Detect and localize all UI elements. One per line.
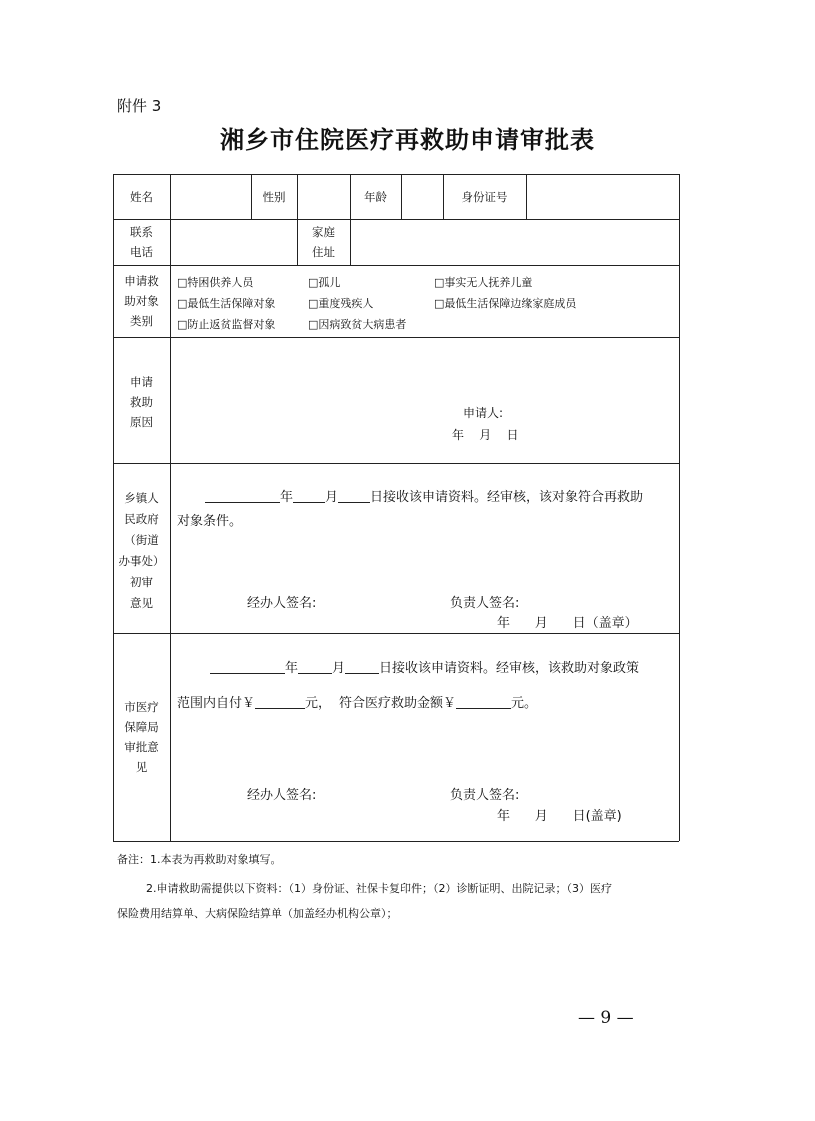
note-2: 2.申请救助需提供以下资料：（1）身份证、社保卡复印件；（2）诊断证明、出院记录；（3）医疗 (146, 882, 612, 895)
category-option-edge-family[interactable]: □最低生活保障边缘家庭成员 (434, 297, 577, 310)
bureau-label-line4: 见 (135, 760, 148, 774)
township-month-text: 月 (325, 490, 339, 505)
note-3: 保险费用结算单、大病保险结算单（加盖经办机构公章）； (117, 907, 398, 920)
category-option-unsupported-child[interactable]: □事实无人抚养儿童 (434, 276, 533, 289)
bureau-year-text: 年 (285, 661, 299, 676)
phone-label-line2: 电话 (130, 245, 153, 259)
phone-label-line1: 联系 (130, 225, 153, 239)
township-opinion-label (113, 488, 170, 614)
township-label-line6: 意见 (130, 596, 153, 610)
category-option-severe-disability[interactable]: □重度残疾人 (308, 297, 374, 310)
township-leader-signature: 负责人签名: (450, 596, 520, 611)
category-option-anti-poverty-monitor[interactable]: □防止返贫监督对象 (177, 318, 276, 331)
address-label-line2: 住址 (312, 245, 335, 259)
township-condition-text: 对象条件。 (177, 514, 243, 529)
phone-field[interactable] (171, 220, 296, 264)
township-date-seal: 年 月 日（盖章） (497, 616, 638, 631)
category-label-line2: 助对象 (124, 294, 159, 308)
address-label-line1: 家庭 (312, 225, 335, 239)
township-label-line4: 办事处） (118, 554, 165, 568)
eligible-amount-blank[interactable] (456, 694, 511, 709)
bureau-opinion-label (113, 697, 170, 777)
self-pay-prefix: 范围内自付￥ (177, 696, 256, 711)
category-option-minimum-living[interactable]: □最低生活保障对象 (177, 297, 276, 310)
bureau-year-blank[interactable] (210, 659, 285, 674)
reason-label-line2: 救助 (130, 395, 153, 409)
reason-field[interactable] (171, 338, 678, 398)
self-pay-unit: 元， (305, 696, 332, 711)
township-year-text: 年 (280, 490, 294, 505)
bureau-day-blank[interactable] (345, 659, 379, 674)
name-label: 姓名 (130, 190, 153, 204)
bureau-date-seal: 年 月 日(盖章) (497, 809, 622, 824)
id-number-label: 身份证号 (461, 190, 508, 204)
bureau-receipt-line (210, 657, 639, 676)
category-option-destitute[interactable]: □特困供养人员 (177, 276, 254, 289)
bureau-amount-line (177, 692, 537, 711)
township-year-blank[interactable] (205, 488, 280, 503)
bureau-label-line1: 市医疗 (124, 700, 159, 714)
id-number-field[interactable] (527, 175, 678, 218)
township-receipt-line (205, 486, 643, 505)
township-month-blank[interactable] (293, 488, 325, 503)
township-label-line3: （街道 (124, 533, 159, 547)
reason-label-line3: 原因 (130, 415, 153, 429)
category-option-illness-poverty[interactable]: □因病致贫大病患者 (308, 318, 407, 331)
applicant-signature-label: 申请人: (463, 406, 504, 420)
township-handler-signature: 经办人签名: (247, 596, 317, 611)
category-label-line3: 类别 (130, 314, 153, 328)
name-field[interactable] (171, 175, 250, 218)
self-pay-amount-blank[interactable] (255, 694, 305, 709)
attachment-label: 附件 3 (117, 97, 162, 115)
page-number: — 9 — (578, 1008, 634, 1028)
category-option-orphan[interactable]: □孤儿 (308, 276, 341, 289)
gender-field[interactable] (298, 175, 349, 218)
township-label-line2: 民政府 (124, 512, 159, 526)
bureau-leader-signature: 负责人签名: (450, 788, 520, 803)
eligible-amount-unit: 元。 (511, 696, 538, 711)
township-day-blank[interactable] (338, 488, 370, 503)
bureau-label-line3: 审批意 (124, 740, 159, 754)
gender-label: 性别 (262, 190, 286, 204)
phone-label (113, 222, 170, 262)
category-label-line1: 申请救 (124, 274, 159, 288)
category-label (113, 271, 170, 331)
note-1: 备注：1.本表为再救助对象填写。 (117, 853, 282, 866)
reason-date: 年 月 日 (452, 428, 519, 442)
form-title: 湘乡市住院医疗再救助申请审批表 (220, 125, 595, 154)
address-label (297, 222, 350, 262)
address-field[interactable] (351, 220, 678, 264)
reason-label-line1: 申请 (130, 375, 153, 389)
township-receipt-text: 日接收该申请资料。经审核，该对象符合再救助 (370, 490, 644, 505)
bureau-month-text: 月 (332, 661, 346, 676)
township-label-line5: 初审 (130, 575, 153, 589)
eligible-amount-prefix: 符合医疗救助金额￥ (339, 696, 457, 711)
reason-label (113, 372, 170, 432)
bureau-label-line2: 保障局 (124, 720, 159, 734)
township-label-line1: 乡镇人 (124, 491, 159, 505)
age-label: 年龄 (364, 190, 387, 204)
age-field[interactable] (402, 175, 442, 218)
bureau-month-blank[interactable] (298, 659, 332, 674)
bureau-receipt-text: 日接收该申请资料。经审核，该救助对象政策 (379, 661, 640, 676)
bureau-handler-signature: 经办人签名: (247, 788, 317, 803)
